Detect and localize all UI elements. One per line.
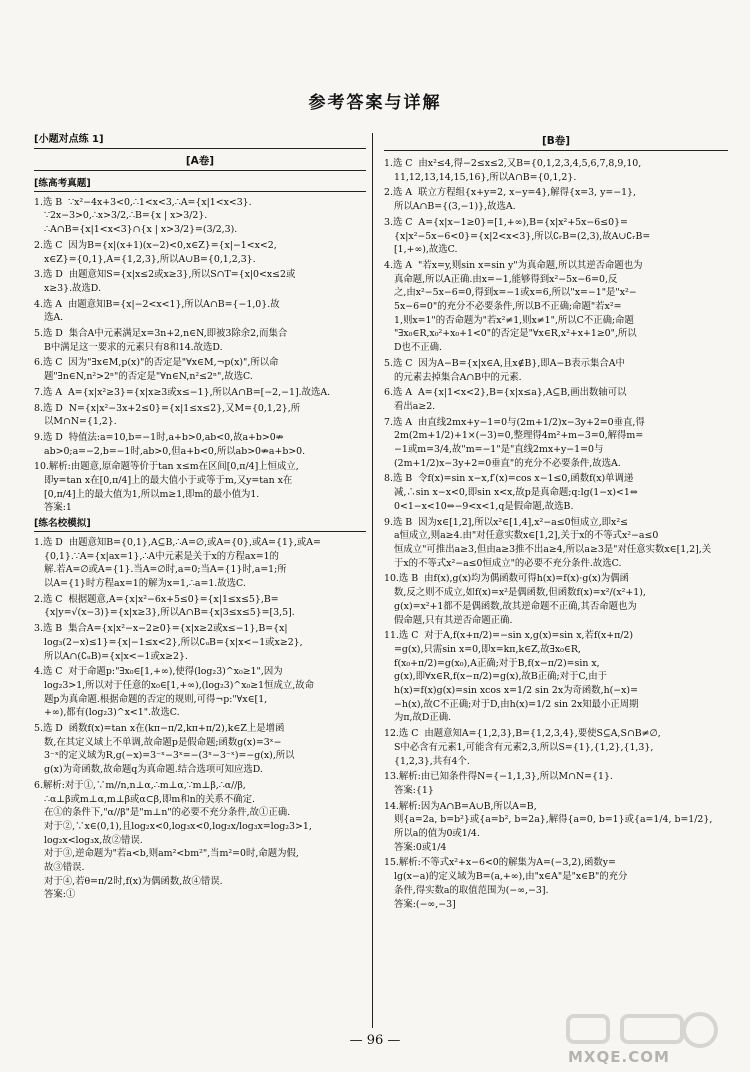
answer-line: 题p为真命题.根据命题的否定的规则,可得¬p:"∀x∈[1,	[44, 693, 268, 705]
answer-item	[34, 402, 366, 429]
answer-item	[34, 431, 366, 458]
answer-line: 3.选 B 集合A={x|x²−x−2≥0}={x|x≥2或x≤−1},B={x|	[34, 623, 288, 635]
answer-item	[34, 196, 366, 237]
answer-line: (2m+1/2)x−3y+2=0垂直"的充分不必要条件,故选A.	[394, 457, 621, 469]
answer-line: 14.解析:因为A∩B=A∪B,所以A=B,	[384, 800, 537, 812]
answer-line: 答案:0或1/4	[394, 841, 447, 853]
answer-line: 答案:(−∞,−3]	[394, 898, 456, 910]
answer-line: 假命题,只有其逆否命题正确.	[394, 614, 513, 626]
answer-line: 答案:{1}	[394, 784, 434, 796]
answer-line: 1,则x=1"的否命题为"若x²≠1,则x≠1",所以C不正确;命题	[394, 314, 634, 326]
answer-line: 即y=tan x在[0,π/4]上的最大值小于或等于m,又y=tan x在	[44, 475, 293, 487]
answer-line: =g(x),只需sin x=0,即x=kπ,k∈Z,故∃x₀∈R,	[394, 643, 581, 655]
answer-line: log₂x<log₃x,故②错误.	[44, 834, 143, 846]
page-number: — 96 —	[349, 1033, 401, 1048]
answer-line: 则{a=2a, b=b²}或{a=b², b=2a},解得{a=0, b=1}或{a=1/4, b=1/2},	[394, 814, 713, 826]
answer-line: 11.选 C 对于A,f(x+π/2)=−sin x,g(x)=sin x,若f(x+π/2)	[384, 630, 634, 642]
answer-line: g(x)为奇函数,故命题q为真命题.结合选项可知应选D.	[44, 764, 263, 776]
answer-line: 恒成立"可推出a≥3,但由a≥3推不出a≥4,所以a≥3是"对任意实数x∈[1,2],关	[394, 543, 712, 555]
answer-line: 对于④,若θ=π/2时,f(x)为偶函数,故④错误.	[44, 875, 223, 887]
answer-line: g(x)=x²+1都不是偶函数,故其逆命题不正确,其否命题也为	[394, 600, 637, 612]
answer-line: ∴A∩B={x|1<x<3}∩{x | x>3/2}=(3/2,3).	[44, 224, 238, 236]
answer-item	[384, 629, 728, 725]
juan-a-label: [A卷]	[185, 155, 215, 167]
sec-gaokao-list	[34, 196, 366, 515]
answer-line: 所以a的值为0或1/4.	[394, 828, 480, 840]
answer-line: 3⁻ˣ的定义域为R,g(−x)=3⁻ˣ−3ˣ=−(3ˣ−3⁻ˣ)=−g(x),所以	[44, 750, 295, 762]
answer-line: 5.选 D 集合A中元素满足x=3n+2,n∈N,即被3除余2,而集合	[34, 328, 288, 340]
page-title: 参考答案与详解	[308, 93, 442, 113]
answer-item	[34, 665, 366, 720]
answer-line: 解.若A=∅或A={1}.当A=∅时,a=0;当A={1}时,a=1;所	[44, 564, 287, 576]
answer-item	[34, 356, 366, 383]
answer-line: "∃x₀∈R,x₀²+x₀+1<0"的否定是"∀x∈R,x²+x+1≥0",所以	[394, 328, 637, 340]
answer-line: ∵2x−3>0,∴x>3/2,∴B={x | x>3/2}.	[44, 210, 208, 222]
answer-line: 对于②,∵x∈(0,1),且log₂x<0,log₃x<0,log₂x/log₃x=log₂3>1,	[44, 820, 312, 832]
answer-item	[384, 770, 728, 797]
answer-line: 答案:①	[44, 889, 76, 901]
answer-line: 4.选 A 由题意知B={x|−2<x<1},所以A∩B={−1,0}.故	[34, 298, 280, 310]
answer-line: lg(x−a)的定义域为B=(a,+∞),由"x∈A"是"x∈B"的充分	[394, 871, 628, 883]
answer-item	[384, 727, 728, 768]
right-column	[384, 133, 728, 913]
answer-line: B中满足这一要求的元素只有8和14.故选D.	[44, 341, 223, 353]
answer-line: 的元素去掉集合A∩B中的元素.	[394, 371, 522, 383]
answer-line: log₃(2−x)≤1}={x|−1≤x<2},所以∁ᵤB={x|x<−1或x≥2},	[44, 636, 303, 648]
answer-line: 所以A∩(∁ᵤB)={x|x<−1或x≥2}.	[44, 650, 188, 662]
answer-line: 条件,得实数a的取值范围为(−∞,−3].	[394, 884, 549, 896]
answer-line: S中必含有元素1,可能含有元素2,3,所以S={1},{1,2},{1,3},	[394, 741, 654, 753]
answer-line: [1,+∞),故选C.	[394, 244, 458, 256]
answer-line: 所以A∩B={(3,−1)},故选A.	[394, 201, 516, 213]
answer-line: 减,∴sin x−x<0,即sin x<x,故p是真命题;q:lg(1−x)<1⇔	[394, 487, 638, 499]
answer-item	[384, 216, 728, 257]
answer-line: 在①的条件下,"α//β"是"m⊥n"的必要不充分条件,故①正确.	[44, 807, 291, 819]
answer-line: 7.选 A A={x|x²≥3}={x|x≥3或x≤−1},所以A∩B=[−2,−1].故选A.	[34, 386, 331, 398]
watermark-text: MXQE.COM	[568, 1048, 670, 1066]
answer-item	[384, 416, 728, 471]
juan-b-list	[384, 157, 728, 911]
answer-line: ∴α⊥β或m⊥α,m⊥β或α⊂β,即m和n的关系不确定.	[44, 793, 255, 805]
answer-line: 8.选 D N={x|x²−3x+2≤0}={x|1≤x≤2},又M={0,1,2},所	[34, 402, 301, 414]
answer-line: 对于③,逆命题为"若a<b,则am²<bm²",当m²=0时,命题为假,	[44, 848, 299, 860]
answer-item	[384, 472, 728, 513]
answer-line: 2.选 C 因为B={x|(x+1)(x−2)<0,x∈Z}={x|−1<x<2,	[34, 239, 277, 251]
answer-item	[34, 386, 366, 400]
answer-line: 5x−6=0"的充分不必要条件,所以B不正确;命题"若x²=	[394, 301, 622, 313]
answer-line: 11,12,13,14,15,16},所以A∩B={0,1,2}.	[394, 171, 577, 183]
answer-item	[384, 157, 728, 184]
answer-line: 0<1−x<10⇔−9<x<1,q是假命题,故选B.	[394, 500, 574, 512]
answer-item	[34, 460, 366, 515]
answer-item	[384, 516, 728, 571]
answer-line: 数,在其定义域上不单调,故命题p是假命题;函数g(x)=3ˣ−	[44, 736, 282, 748]
answer-line: 6.选 C 因为"∃x∈M,p(x)"的否定是"∀x∈M,¬p(x)",所以命	[34, 357, 279, 369]
answer-line: 以M∩N={1,2}.	[44, 416, 117, 428]
answer-line: 15.解析:不等式x²+x−6<0的解集为A=(−3,2),函数y=	[384, 857, 616, 869]
answer-line: {x|x²−5x−6<0}={x|2<x<3},所以∁ᵣB=(2,3),故A∪∁ᵣB=	[394, 230, 651, 242]
answer-item	[34, 722, 366, 777]
answer-line: 12.选 C 由题意知A={1,2,3},B={1,2,3,4},要使S⊆A,S∩B≠∅,	[384, 728, 661, 740]
answer-line: 5.选 C 因为A−B={x|x∈A,且x∉B},即A−B表示集合A中	[384, 357, 625, 369]
answer-line: 9.选 B 因为x∈[1,2],所以x²∈[1,4],x²−a≤0恒成立,即x²≤	[384, 516, 628, 528]
answer-line: 3.选 D 由题意知S={x|x≤2或x≥3},所以S∩T={x|0<x≤2或	[34, 269, 296, 281]
answer-line: g(x),即∀x∈R,f(x−π/2)=g(x),故B正确;对于C,由于	[394, 671, 608, 683]
answer-line: [0,π/4]上的最大值为1,所以m≥1,即m的最小值为1.	[44, 488, 260, 500]
answer-line: −h(x),故C不正确;对于D,由h(x)=1/2 sin 2x知最小正周期	[394, 698, 639, 710]
answer-item	[384, 186, 728, 213]
answer-line: x∈Z}={0,1},A={1,2,3},所以A∪B={0,1,2,3}.	[44, 253, 256, 265]
answer-line: 1.选 C 由x²≤4,得−2≤x≤2,又B={0,1,2,3,4,5,6,7,8,9,10,	[384, 158, 642, 169]
answer-line: 于x的不等式x²−a≤0恒成立"的必要不充分条件.故选C.	[394, 557, 622, 569]
answer-line: 4.选 C 对于命题p:"∃x₀∈[1,+∞),使得(log₂3)^x₀≥1",因为	[34, 666, 283, 678]
answer-line: +∞),都有(log₂3)^x<1".故选C.	[44, 707, 180, 719]
answer-line: 10.解析:由题意,原命题等价于tan x≤m在区间[0,π/4]上恒成立,	[34, 461, 299, 473]
answer-item	[34, 298, 366, 325]
column-divider	[372, 133, 373, 1028]
answer-line: {0,1}.∵A={x|ax=1},∴A中元素是关于x的方程ax=1的	[44, 550, 279, 562]
answer-line: ab>0;a=−2,b=−1时,ab>0,但a+b<0,所以ab>0⇏a+b>0.	[44, 445, 306, 457]
answer-line: 6.解析:对于①,∵m//n,n⊥α,∴m⊥α,∵m⊥β,∴α//β,	[34, 779, 246, 791]
answer-line: h(x)=f(x)g(x)=sin xcos x=1/2 sin 2x为奇函数,h(−x)=	[394, 685, 638, 697]
answer-line: 1.选 D 由题意知B={0,1},A⊆B,∴A=∅,或A={0},或A={1},或A=	[34, 536, 321, 548]
answer-line: 为π,故D正确.	[394, 712, 452, 724]
answer-line: 9.选 D 特值法:a=10,b=−1时,a+b>0,ab<0,故a+b>0⇏	[34, 431, 284, 443]
answer-line: D也不正确.	[394, 342, 442, 354]
answer-line: 真命题,所以A正确.由x=−1,能够得到x²−5x−6=0,反	[394, 273, 618, 285]
answer-line: 之,由x²−5x−6=0,得到x=−1或x=6,所以"x=−1"是"x²−	[394, 287, 637, 299]
answer-line: 2m(2m+1/2)+1×(−3)=0,整理得4m²+m−3=0,解得m=	[394, 430, 644, 442]
answer-item	[384, 259, 728, 355]
answer-line: −1或m=3/4,故"m=−1"是"直线2mx+y−1=0与	[394, 444, 604, 456]
answer-line: 8.选 B 令f(x)=sin x−x,f′(x)=cos x−1≤0,函数f(x)单调递	[384, 473, 634, 485]
sec-mingxiao-header: [练名校模拟]	[34, 517, 366, 532]
answer-item	[384, 572, 728, 627]
sec-gaokao-header: [练高考真题]	[34, 177, 366, 192]
answer-item	[384, 357, 728, 384]
answer-line: 3.选 C A={x|x−1≥0}=[1,+∞),B={x|x²+5x−6≤0}=	[384, 216, 628, 228]
answer-item	[34, 327, 366, 354]
section-tag	[34, 133, 366, 149]
answer-line: a恒成立,则a≥4.由"对任意实数x∈[1,2],关于x的不等式x²−a≤0	[394, 530, 659, 542]
answer-line: 以A={1}时方程ax=1的解为x=1,∴a=1.故选C.	[44, 577, 246, 589]
answer-line: 答案:1	[44, 502, 72, 514]
section-tag-label: [小题对点练 1]	[34, 134, 104, 145]
juan-b-header	[384, 135, 728, 151]
answer-line: 2.选 A 联立方程组{x+y=2, x−y=4},解得{x=3, y=−1},	[384, 187, 636, 199]
left-column	[34, 133, 366, 904]
answer-line: 13.解析:由已知条件得N={−1,1,3},所以M∩N={1}.	[384, 771, 613, 783]
answer-item	[34, 536, 366, 591]
answer-line: 2.选 C 根据题意,A={x|x²−6x+5≤0}={x|1≤x≤5},B=	[34, 593, 279, 605]
answer-item	[34, 779, 366, 902]
answer-item	[34, 239, 366, 266]
answer-line: {x|y=√(x−3)}={x|x≥3},所以A∩B={x|3≤x≤5}=[3,5].	[44, 607, 295, 619]
answer-line: 4.选 A "若x=y,则sin x=sin y"为真命题,所以其逆否命题也为	[384, 259, 643, 271]
answer-item	[384, 800, 728, 855]
answer-line: 1.选 B ∵x²−4x+3<0,∴1<x<3,∴A={x|1<x<3}.	[34, 196, 252, 208]
answer-line: f(x₀+π/2)=g(x₀),A正确;对于B,f(x−π/2)=sin x,	[394, 657, 600, 669]
answer-line: 选A.	[44, 312, 64, 324]
juan-a-header	[34, 155, 366, 171]
answer-line: 7.选 A 由直线2mx+y−1=0与(2m+1/2)x−3y+2=0垂直,得	[384, 416, 645, 428]
answer-line: 数,反之则不成立,如f(x)=x²是偶函数,但函数f(x)=x²/(x²+1),	[394, 587, 646, 599]
answer-line: 故③错误.	[44, 862, 85, 874]
answer-item	[384, 386, 728, 413]
answer-item	[384, 856, 728, 911]
answer-line: {1,2,3},共有4个.	[394, 755, 470, 767]
answer-item	[34, 593, 366, 620]
sec-mingxiao-list	[34, 536, 366, 902]
juan-b-label: [B卷]	[541, 135, 571, 147]
answer-item	[34, 622, 366, 663]
answer-item	[34, 268, 366, 295]
answer-line: 看出a≥2.	[394, 400, 436, 412]
answer-line: 10.选 B 由f(x),g(x)均为偶函数可得h(x)=f(x)·g(x)为偶函	[384, 573, 630, 585]
answer-line: x≥3}.故选D.	[44, 282, 101, 294]
answer-line: 题"∃n∈N,n²>2ⁿ"的否定是"∀n∈N,n²≤2ⁿ",故选C.	[44, 371, 253, 383]
answer-line: log₂3>1,所以对于任意的x₀∈[1,+∞),(log₂3)^x₀≥1恒成立,故命	[44, 679, 314, 691]
answer-line: 5.选 D 函数f(x)=tan x在(kπ−π/2,kπ+π/2),k∈Z上是增函	[34, 723, 285, 735]
answer-line: 6.选 A A={x|1<x<2},B={x|x≤a},A⊆B,画出数轴可以	[384, 387, 627, 399]
